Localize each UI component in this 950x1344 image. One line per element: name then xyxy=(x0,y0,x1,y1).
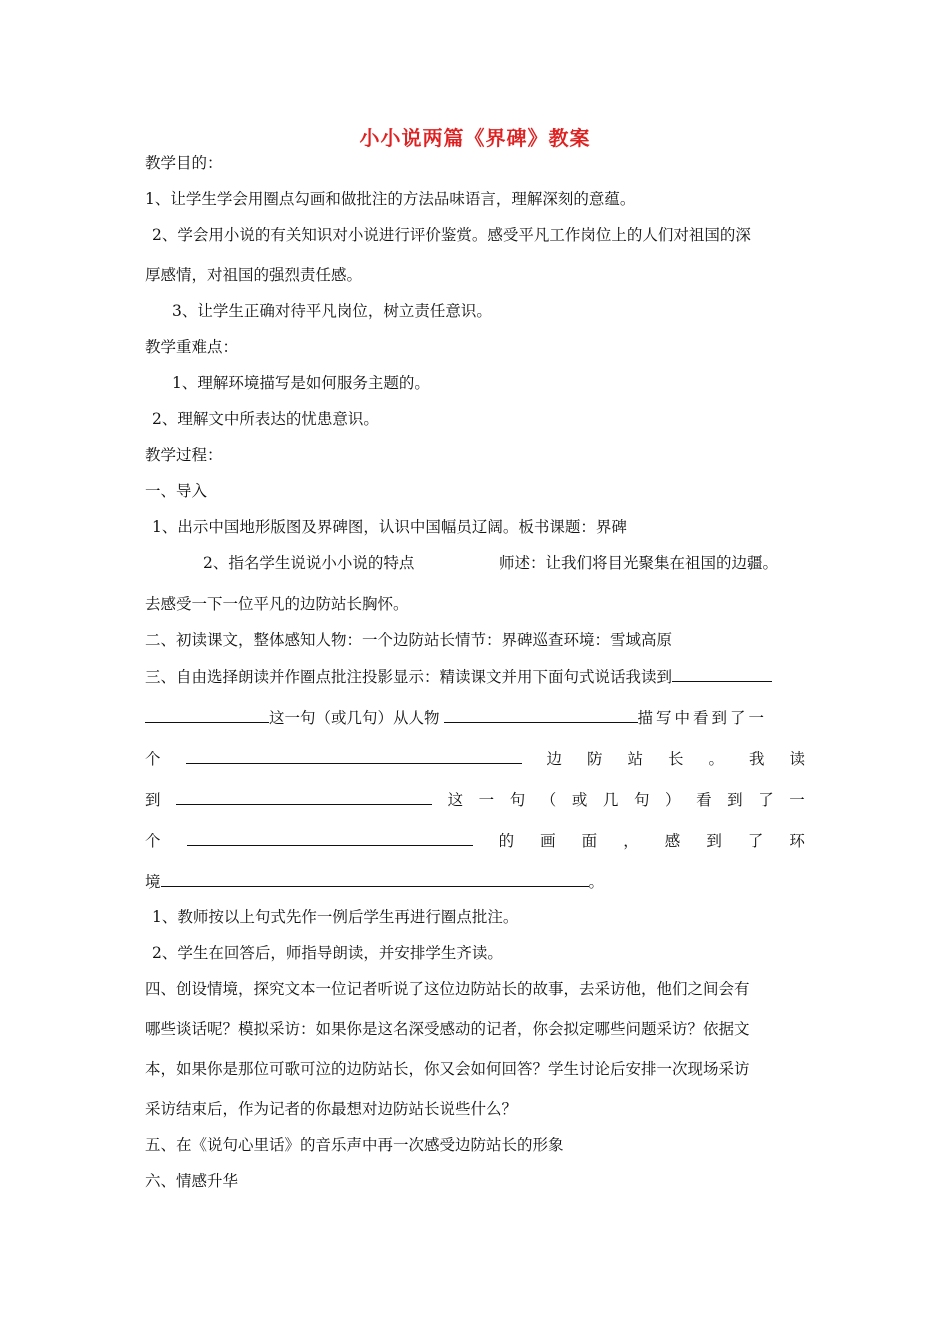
fill-line-5-text-b: 。 xyxy=(588,873,605,891)
char: 看 xyxy=(696,791,712,809)
char: 了 xyxy=(747,832,764,850)
char: 了 xyxy=(758,791,774,809)
section-heading-key-points: 教学重难点： xyxy=(145,338,239,356)
step-1-item-1: 1、出示中国地形版图及界碑图，认识中国幅员辽阔。板书课题：界碑 xyxy=(152,518,627,536)
step-3-text: 三、自由选择朗读并作圈点批注投影显示：精读课文并用下面句式说话我读到 xyxy=(145,668,673,686)
char: ） xyxy=(665,791,681,809)
char: 一 xyxy=(478,791,495,809)
step-4-line-3: 本，如果你是那位可歌可泣的边防站长，你又会如何回答？学生讨论后安排一次现场采访 xyxy=(145,1060,750,1078)
char: 画 xyxy=(540,832,556,850)
fill-blank-4[interactable] xyxy=(186,748,522,764)
section-heading-goals: 教学目的： xyxy=(145,154,223,172)
step-5-heading: 五、在《说句心里话》的音乐声中再一次感受边防站长的形象 xyxy=(145,1136,564,1154)
step-1-heading: 一、导入 xyxy=(145,482,208,500)
step-3-heading xyxy=(145,666,772,687)
fill-line-5 xyxy=(145,871,604,892)
fill-line-2 xyxy=(145,748,805,769)
step-3-item-2: 2、学生在回答后，师指导朗读，并安排学生齐读。 xyxy=(152,944,503,962)
char: 防 xyxy=(586,750,603,768)
char: 边 xyxy=(546,750,562,768)
char: 个 xyxy=(145,832,161,850)
char: 句 xyxy=(633,791,650,809)
char: 的 xyxy=(498,832,515,850)
goal-item-1: 1、让学生学会用圈点勾画和做批注的方法品味语言，理解深刻的意蕴。 xyxy=(145,190,636,208)
fill-line-1 xyxy=(145,707,767,728)
char: 站 xyxy=(627,750,643,768)
page-title: 小小说两篇《界碑》教案 xyxy=(359,126,591,150)
step-1-item-2-cont: 去感受一下一位平凡的边防站长胸怀。 xyxy=(145,595,409,613)
fill-line-1-text-b: 描写中看到了一 xyxy=(637,709,768,727)
char: 几 xyxy=(602,791,619,809)
fill-line-4 xyxy=(145,830,805,851)
char: （ xyxy=(540,791,557,809)
char: 到 xyxy=(706,832,722,850)
fill-line-5-text-a: 境 xyxy=(145,873,161,891)
char: 到 xyxy=(727,791,743,809)
goal-item-3: 3、让学生正确对待平凡岗位，树立责任意识。 xyxy=(172,302,492,320)
step-3-item-1: 1、教师按以上句式先作一例后学生再进行圈点批注。 xyxy=(152,908,519,926)
char: ， xyxy=(623,832,639,850)
char: 感 xyxy=(664,832,681,850)
step-2-heading: 二、初读课文，整体感知人物：一个边防站长情节：界碑巡查环境：雪域高原 xyxy=(145,631,673,649)
char: 长 xyxy=(667,750,684,768)
char: 个 xyxy=(145,750,161,768)
char: 句 xyxy=(509,791,526,809)
char: 或 xyxy=(571,791,588,809)
key-point-2: 2、理解文中所表达的忧患意识。 xyxy=(152,410,379,428)
fill-blank-7[interactable] xyxy=(161,871,589,887)
step-1-item-2: 2、指名学生说说小小说的特点 xyxy=(203,554,415,572)
step-1-item-2-narration: 师述：让我们将目光聚集在祖国的边疆。 xyxy=(499,554,779,572)
char: 这 xyxy=(447,791,464,809)
char: 面 xyxy=(581,832,598,850)
goal-item-2: 2、学会用小说的有关知识对小说进行评价鉴赏。感受平凡工作岗位上的人们对祖国的深 xyxy=(152,226,751,244)
step-4-line-4: 采访结束后，作为记者的你最想对边防站长说些什么？ xyxy=(145,1100,518,1118)
fill-blank-5[interactable] xyxy=(176,789,432,805)
char: 一 xyxy=(789,791,805,809)
char: 到 xyxy=(145,791,161,809)
key-point-1: 1、理解环境描写是如何服务主题的。 xyxy=(172,374,430,392)
char: 。 xyxy=(708,750,724,768)
fill-line-3 xyxy=(145,789,805,810)
char: 读 xyxy=(789,750,805,768)
step-4-line-1: 四、创设情境，探究文本一位记者听说了这位边防站长的故事，去采访他，他们之间会有 xyxy=(145,980,750,998)
fill-blank-3[interactable] xyxy=(444,707,638,723)
fill-blank-2[interactable] xyxy=(145,707,269,723)
fill-line-1-text-a: 这一句（或几句）从人物 xyxy=(269,709,440,727)
char: 环 xyxy=(789,832,805,850)
fill-blank-6[interactable] xyxy=(187,830,473,846)
goal-item-2-cont: 厚感情，对祖国的强烈责任感。 xyxy=(145,266,363,284)
step-6-heading: 六、情感升华 xyxy=(145,1172,239,1190)
step-4-line-2: 哪些谈话呢？模拟采访：如果你是这名深受感动的记者，你会拟定哪些问题采访？依据文 xyxy=(145,1020,750,1038)
char: 我 xyxy=(748,750,765,768)
fill-blank-1[interactable] xyxy=(672,666,772,682)
section-heading-process: 教学过程： xyxy=(145,446,223,464)
